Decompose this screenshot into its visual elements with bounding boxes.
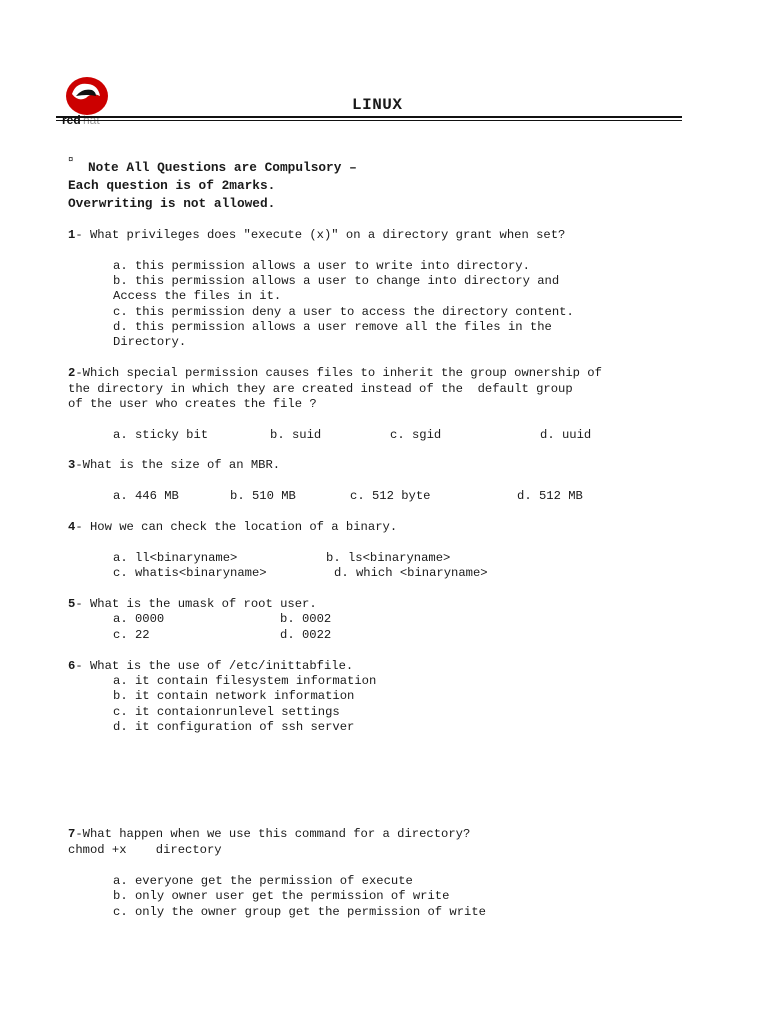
q5-option-d: d. 0022: [280, 628, 332, 642]
q7-option-a: a. everyone get the permission of execute: [113, 874, 413, 888]
q4-option-a: a. ll<binaryname>: [113, 551, 238, 565]
question-text: -What is the size of an MBR.: [75, 458, 281, 472]
question-text: - What is the umask of root user.: [75, 597, 317, 611]
question-6: [68, 659, 353, 674]
question-3: [68, 458, 280, 473]
q5-option-a: a. 0000: [113, 612, 165, 626]
question-number: 3: [68, 458, 76, 472]
note-line-2: Each question is of 2marks.: [68, 178, 276, 193]
note-line-3: Overwriting is not allowed.: [68, 196, 276, 211]
question-1: [68, 228, 565, 243]
question-7: [68, 827, 470, 842]
q7-option-c: c. only the owner group get the permission of write: [113, 905, 486, 919]
q2-option-b: b. suid: [270, 428, 322, 442]
q1-option-c: c. this permission deny a user to access the directory content.: [113, 305, 574, 319]
q7-command: chmod +x directory: [68, 843, 222, 857]
q1-option-b-cont: Access the files in it.: [113, 289, 282, 303]
q7-option-b: b. only owner user get the permission of write: [113, 889, 450, 903]
q1-option-b: b. this permission allows a user to change into directory and: [113, 274, 560, 288]
q3-option-a: a. 446 MB: [113, 489, 179, 503]
q1-option-d-cont: Directory.: [113, 335, 187, 349]
q6-option-b: b. it contain network information: [113, 689, 355, 703]
q6-option-c: c. it contaionrunlevel settings: [113, 705, 340, 719]
question-text: - How we can check the location of a binary.: [75, 520, 398, 534]
question-text: - What privileges does "execute (x)" on a directory grant when set?: [75, 228, 566, 242]
q3-option-d: d. 512 MB: [517, 489, 583, 503]
question-4: [68, 520, 397, 535]
question-number: 7: [68, 827, 76, 841]
question-5: [68, 597, 317, 612]
q6-option-d: d. it configuration of ssh server: [113, 720, 355, 734]
question-number: 2: [68, 366, 76, 380]
q3-option-c: c. 512 byte: [350, 489, 431, 503]
note-line-1: Note All Questions are Compulsory –: [88, 160, 357, 175]
question-2: [68, 366, 602, 381]
q5-option-c: c. 22: [113, 628, 150, 642]
question-text: -Which special permission causes files to inherit the group ownership of: [75, 366, 602, 380]
question-number: 5: [68, 597, 76, 611]
question-text: -What happen when we use this command for a directory?: [75, 827, 471, 841]
question-2-cont2: of the user who creates the file ?: [68, 397, 317, 411]
question-number: 1: [68, 228, 76, 242]
q6-option-a: a. it contain filesystem information: [113, 674, 377, 688]
q1-option-a: a. this permission allows a user to write into directory.: [113, 259, 530, 273]
question-number: 6: [68, 659, 76, 673]
page-title: LINUX: [352, 96, 403, 114]
q2-option-c: c. sgid: [390, 428, 442, 442]
q1-option-d: d. this permission allows a user remove all the files in the: [113, 320, 552, 334]
q2-option-d: d. uuid: [540, 428, 592, 442]
header-rule-thin: [56, 120, 682, 121]
q2-option-a: a. sticky bit: [113, 428, 209, 442]
note-mark: ¤: [68, 155, 74, 165]
question-2-cont: the directory in which they are created instead of the default group: [68, 382, 573, 396]
q3-option-b: b. 510 MB: [230, 489, 296, 503]
q5-option-b: b. 0002: [280, 612, 332, 626]
redhat-logo: [62, 74, 112, 126]
q4-option-d: d. which <binaryname>: [334, 566, 488, 580]
q4-option-c: c. whatis<binaryname>: [113, 566, 267, 580]
q4-option-b: b. ls<binaryname>: [326, 551, 451, 565]
question-number: 4: [68, 520, 76, 534]
header-rule: [56, 116, 682, 118]
question-text: - What is the use of /etc/inittabfile.: [75, 659, 354, 673]
